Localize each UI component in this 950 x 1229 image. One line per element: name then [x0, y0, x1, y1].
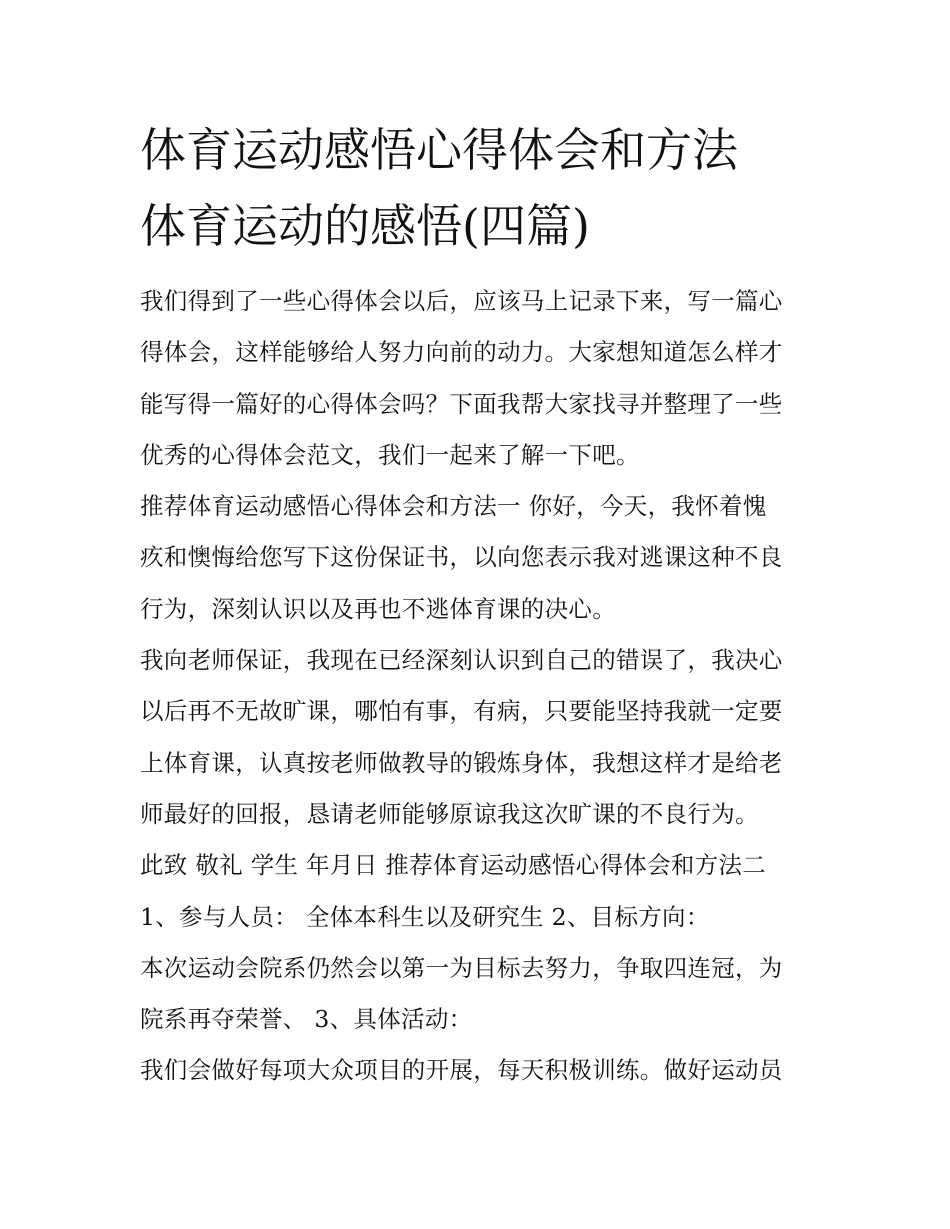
text-line: 以后再不无故旷课，哪怕有事，有病，只要能坚持我就一定要	[140, 697, 783, 726]
text-line: 得体会，这样能够给人努力向前的动力。大家想知道怎么样才	[140, 338, 783, 367]
text-line: 优秀的心得体会范文，我们一起来了解一下吧。	[140, 440, 640, 469]
text-line: 行为，深刻认识以及再也不逃体育课的决心。	[140, 594, 616, 623]
text-line: 上体育课，认真按老师做教导的锻炼身体，我想这样才是给老	[140, 748, 783, 777]
paragraph-intro	[140, 276, 840, 481]
paragraph-participants	[140, 892, 840, 943]
text-line: 疚和懊悔给您写下这份保证书，以向您表示我对逃课这种不良	[140, 543, 783, 572]
paragraph-goal	[140, 943, 840, 1046]
text-line: 我向老师保证，我现在已经深刻认识到自己的错误了，我决心	[140, 646, 783, 675]
document-title	[140, 112, 840, 264]
text-line: 本次运动会院系仍然会以第一为目标去努力，争取四连冠，为	[140, 953, 783, 982]
text-line: 能写得一篇好的心得体会吗？下面我帮大家找寻并整理了一些	[140, 389, 783, 418]
title-line: 体育运动感悟心得体会和方法	[140, 123, 738, 177]
text-line: 我们得到了一些心得体会以后，应该马上记录下来，写一篇心	[140, 287, 783, 315]
paragraph-activities	[140, 1045, 840, 1096]
title-line: 体育运动的感悟(四篇)	[140, 199, 590, 253]
paragraph-essay-one	[140, 481, 840, 635]
text-line: 推荐体育运动感悟心得体会和方法一 你好，今天，我怀着愧	[140, 492, 767, 521]
text-line: 此致 敬礼 学生 年月日 推荐体育运动感悟心得体会和方法二	[140, 851, 767, 880]
document-body	[140, 276, 840, 1097]
text-line: 1、参与人员： 全体本科生以及研究生 2、目标方向：	[140, 902, 710, 931]
text-line: 师最好的回报，恳请老师能够原谅我这次旷课的不良行为。	[140, 799, 759, 828]
paragraph-closing	[140, 840, 840, 891]
text-line: 院系再夺荣誉、 3、具体活动：	[140, 1005, 473, 1034]
paragraph-promise	[140, 635, 840, 840]
text-line: 我们会做好每项大众项目的开展，每天积极训练。做好运动员	[140, 1056, 783, 1085]
